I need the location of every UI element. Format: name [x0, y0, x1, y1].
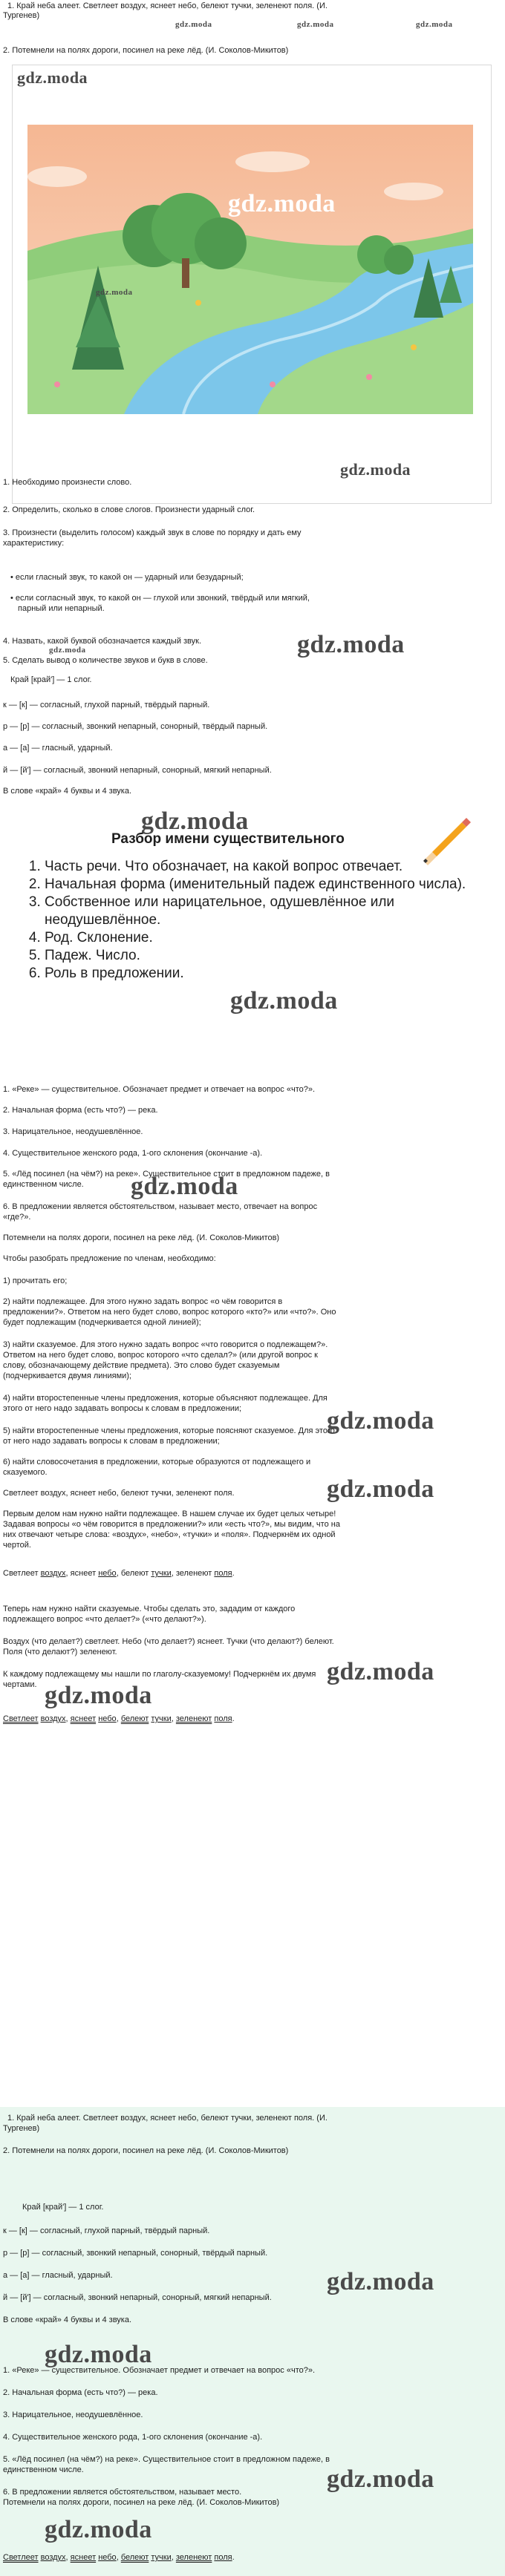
subject-word: небо: [98, 2553, 117, 2562]
parse-step: (подчеркивается двумя линиями);: [3, 1371, 131, 1380]
step-4: 4. Назвать, какой буквой обозначается каждый звук.: [3, 637, 202, 646]
noun-6b: «где?».: [3, 1213, 31, 1222]
step-consonant: • если согласный звук, то какой он — глухой или звонкий, твёрдый или мягкий,: [10, 594, 310, 603]
parse-step: Ответом на него будет слово, вопрос которого «что сделал?» (или другой вопрос к: [3, 1351, 318, 1360]
parse-step: слову, обозначающему действие предмета). Это слово будет сказуемым: [3, 1361, 280, 1370]
parse-step: сказуемого.: [3, 1468, 48, 1477]
subject-word: воздух: [40, 2553, 66, 2562]
subject-word: воздух: [40, 1714, 66, 1723]
rule-item: 5. Падеж. Число.: [45, 947, 490, 965]
parse-p2: подлежащего вопрос «что делает?» («что делают?»).: [3, 1615, 206, 1624]
task-line-1b: Тургенев): [3, 11, 40, 20]
answer-phon: р — [р] — согласный, звонкий непарный, сонорный, твёрдый парный.: [3, 2249, 268, 2258]
parsed-sentence-predicates: Светлеет воздух, яснеет небо, белеют тучки, зеленеют поля.: [3, 1714, 235, 1723]
subject-word: тучки: [151, 1714, 172, 1723]
parse-step: будет подлежащим (подчеркивается одной линией);: [3, 1318, 201, 1327]
watermark: gdz.moda: [327, 2465, 434, 2493]
predicate-word: Светлеет: [3, 2553, 39, 2562]
answer-noun: 1. «Реке» — существительное. Обозначает предмет и отвечает на вопрос «что?».: [3, 2366, 316, 2375]
example-a: а — [а] — гласный, ударный.: [3, 744, 113, 753]
parse-p1: чертой.: [3, 1541, 31, 1550]
watermark: gdz.moda: [297, 20, 334, 29]
watermark: gdz.moda: [327, 1475, 434, 1503]
subject-word: небо: [98, 1569, 117, 1578]
parse-step: 6) найти словосочетания в предложении, которые образуются от подлежащего и: [3, 1458, 311, 1466]
step-5: 5. Сделать вывод о количестве звуков и букв в слове.: [3, 656, 208, 665]
watermark: gdz.moda: [49, 646, 86, 655]
subject-word: поля: [214, 1714, 232, 1723]
watermark: gdz.moda: [416, 20, 453, 29]
step-1: 1. Необходимо произнести слово.: [3, 478, 132, 487]
parse-sentence: Потемнели на полях дороги, посинел на реке лёд. (И. Соколов-Микитов): [3, 1233, 280, 1242]
example-k: к — [к] — согласный, глухой парный, твёрдый парный.: [3, 701, 210, 709]
word: зеленеют: [175, 1569, 212, 1578]
subject-word: тучки: [151, 2553, 172, 2562]
subject-word: тучки: [151, 1569, 172, 1578]
illustration-card: [12, 65, 492, 504]
parse-step: 5) найти второстепенные члены предложения, которые поясняют сказуемое. Для этого: [3, 1426, 335, 1435]
watermark: gdz.moda: [96, 288, 133, 297]
answer-parsed-sentence: Светлеет воздух, яснеет небо, белеют тучки, зеленеют поля.: [3, 2553, 235, 2562]
parse-step: этого от него надо задавать вопросы к словам в предложении;: [3, 1404, 242, 1413]
watermark: gdz.moda: [327, 1407, 434, 1435]
word: яснеет: [70, 1569, 97, 1578]
word: белеют: [120, 1569, 149, 1578]
parse-p2: Воздух (что делает?) светлеет. Небо (что делает?) яснеет. Тучки (что делают?) белеют.: [3, 1637, 334, 1646]
watermark: gdz.moda: [297, 631, 405, 658]
noun-6: 6. В предложении является обстоятельством, называет место, отвечает на вопрос: [3, 1202, 318, 1211]
answer-phon: Край [край'] — 1 слог.: [22, 2203, 104, 2212]
rule-title: Разбор имени существительного: [111, 831, 345, 847]
parse-step: 1) прочитать его;: [3, 1276, 68, 1285]
subject-word: поля: [214, 1569, 232, 1578]
watermark: gdz.moda: [17, 68, 88, 87]
answer-line: Тургенев): [3, 2124, 40, 2133]
answer-noun: единственном числе.: [3, 2465, 84, 2474]
watermark: gdz.moda: [45, 2516, 152, 2543]
answer-phon: к — [к] — согласный, глухой парный, твёрдый парный.: [3, 2226, 210, 2235]
parse-step: предложении?». Ответом на него будет слово, вопрос которого «кто?» или «что?». Оно: [3, 1308, 336, 1317]
noun-5b: единственном числе.: [3, 1180, 84, 1189]
parse-p1: них отвечают четыре слова: «воздух», «небо», «тучки» и «поля». Подчеркнём их одной: [3, 1530, 336, 1539]
step-vowel: • если гласный звук, то какой он — ударный или безударный;: [10, 573, 244, 582]
noun-3: 3. Нарицательное, неодушевлённое.: [3, 1127, 143, 1136]
task-line-2: 2. Потемнели на полях дороги, посинел на реке лёд. (И. Соколов-Микитов): [3, 46, 289, 55]
subject-word: поля: [214, 2553, 232, 2562]
noun-5: 5. «Лёд посинел (на чём?) на реке». Существительное стоит в предложном падеже, в: [3, 1170, 330, 1179]
predicate-word: белеют: [120, 1714, 149, 1723]
predicate-word: зеленеют: [175, 2553, 212, 2562]
predicate-word: зеленеют: [175, 1714, 212, 1723]
step-3: 3. Произнести (выделить голосом) каждый звук в слове по порядку и дать ему: [3, 528, 302, 537]
predicate-word: яснеет: [70, 1714, 97, 1723]
watermark: gdz.moda: [45, 1682, 152, 1709]
task-line-1: 1. Край неба алеет. Светлеет воздух, яснеет небо, белеют тучки, зеленеют поля. (И.: [7, 1, 328, 10]
rule-item: 3. Собственное или нарицательное, одушевлённое или неодушевлённое.: [45, 894, 490, 929]
answer-noun: 2. Начальная форма (есть что?) — река.: [3, 2388, 158, 2397]
rule-list: [22, 858, 490, 983]
parse-step: 3) найти сказуемое. Для этого нужно задать вопрос «что говорится о подлежащем?».: [3, 1340, 328, 1349]
answer-noun: 6. В предложении является обстоятельством, называет место.: [3, 2488, 242, 2497]
answer-noun: 5. «Лёд посинел (на чём?) на реке». Существительное стоит в предложном падеже, в: [3, 2455, 330, 2464]
rule-item: 2. Начальная форма (именительный падеж единственного числа).: [45, 876, 490, 894]
answer-phon: й — [й'] — согласный, звонкий непарный, сонорный, мягкий непарный.: [3, 2293, 272, 2302]
parse-step: 4) найти второстепенные члены предложения, которые объясняют подлежащее. Для: [3, 1394, 328, 1403]
watermark: gdz.moda: [230, 987, 338, 1015]
subject-word: воздух: [40, 1569, 66, 1578]
landscape-illustration: [27, 125, 473, 414]
example-syllable: Край [край'] — 1 слог.: [10, 675, 92, 684]
rule-item: 4. Род. Склонение.: [45, 929, 490, 947]
parse-p1: Первым делом нам нужно найти подлежащее. В нашем случае их будет целых четыре!: [3, 1510, 336, 1518]
watermark: gdz.moda: [175, 20, 212, 29]
parse-step: от него надо задавать вопросы к словам в предложении;: [3, 1437, 220, 1446]
example-conclusion: В слове «край» 4 буквы и 4 звука.: [3, 787, 132, 796]
parse-example: Светлеет воздух, яснеет небо, белеют тучки, зеленеют поля.: [3, 1489, 235, 1498]
example-y: й — [й'] — согласный, звонкий непарный, сонорный, мягкий непарный.: [3, 766, 272, 775]
answer-noun: 3. Нарицательное, неодушевлённое.: [3, 2411, 143, 2419]
noun-1: 1. «Реке» — существительное. Обозначает предмет и отвечает на вопрос «что?».: [3, 1085, 316, 1094]
watermark: gdz.moda: [141, 807, 249, 835]
parse-p2: Теперь нам нужно найти сказуемые. Чтобы сделать это, зададим от каждого: [3, 1605, 296, 1613]
watermark: gdz.moda: [327, 1658, 434, 1685]
parsed-sentence-subjects: Светлеет воздух, яснеет небо, белеют тучки, зеленеют поля.: [3, 1569, 235, 1578]
parse-p2: чертами.: [3, 1680, 37, 1689]
predicate-word: белеют: [120, 2553, 149, 2562]
watermark: gdz.moda: [45, 2341, 152, 2368]
answer-noun: 4. Существительное женского рода, 1-ого склонения (окончание -а).: [3, 2433, 263, 2442]
answer-phon: В слове «край» 4 буквы и 4 звука.: [3, 2316, 132, 2324]
subject-word: небо: [98, 1714, 117, 1723]
rule-item: 6. Роль в предложении.: [45, 965, 490, 983]
parse-step: 2) найти подлежащее. Для этого нужно задать вопрос «о чём говорится в: [3, 1297, 283, 1306]
answer-phon: а — [а] — гласный, ударный.: [3, 2271, 113, 2280]
noun-2: 2. Начальная форма (есть что?) — река.: [3, 1106, 158, 1115]
parse-p2: К каждому подлежащему мы нашли по глаголу-сказуемому! Подчеркнём их двумя: [3, 1670, 316, 1679]
word: Светлеет: [3, 1569, 39, 1578]
predicate-word: яснеет: [70, 2553, 97, 2562]
rule-item: 1. Часть речи. Что обозначает, на какой вопрос отвечает.: [45, 858, 490, 876]
step-2: 2. Определить, сколько в слове слогов. Произнести ударный слог.: [3, 505, 255, 514]
noun-4: 4. Существительное женского рода, 1-ого склонения (окончание -а).: [3, 1149, 263, 1158]
watermark: gdz.moda: [228, 190, 336, 217]
step-3b: характеристику:: [3, 539, 65, 548]
watermark: gdz.moda: [327, 2268, 434, 2295]
parse-p1: Задавая вопросы «о чём говорится в предложении?» или «есть что?», мы видим, что на: [3, 1520, 340, 1529]
step-consonant-b: парный или непарный.: [18, 604, 105, 613]
watermark: gdz.moda: [131, 1173, 238, 1200]
parse-intro: Чтобы разобрать предложение по членам, необходимо:: [3, 1254, 216, 1263]
predicate-word: Светлеет: [3, 1714, 39, 1723]
parse-p2: Поля (что делают?) зеленеют.: [3, 1648, 117, 1656]
answer-line: 1. Край неба алеет. Светлеет воздух, яснеет небо, белеют тучки, зеленеют поля. (И.: [7, 2114, 328, 2123]
answer-noun: Потемнели на полях дороги, посинел на реке лёд. (И. Соколов-Микитов): [3, 2498, 280, 2507]
watermark: gdz.moda: [340, 460, 411, 479]
example-r: р — [р] — согласный, звонкий непарный, сонорный, твёрдый парный.: [3, 722, 268, 731]
answer-line: 2. Потемнели на полях дороги, посинел на реке лёд. (И. Соколов-Микитов): [3, 2146, 289, 2155]
